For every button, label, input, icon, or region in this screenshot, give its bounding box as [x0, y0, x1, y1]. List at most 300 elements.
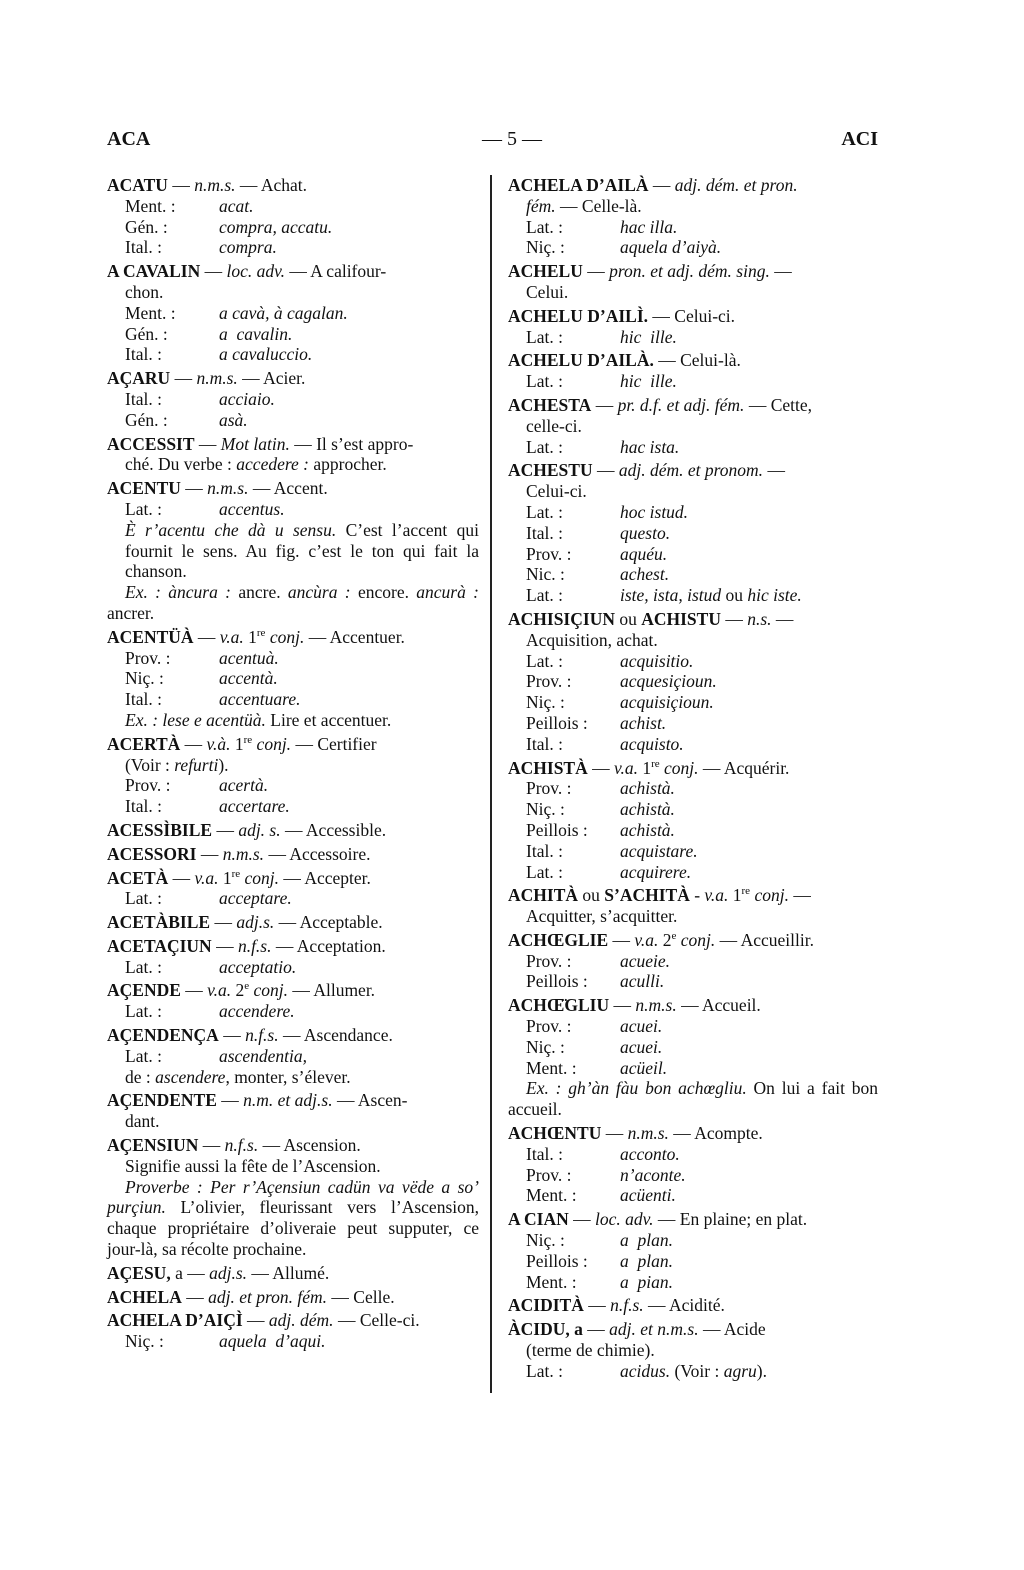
- grammar: v.à.: [206, 733, 231, 754]
- conj-number: 1: [218, 867, 232, 888]
- variant: [508, 671, 878, 692]
- grammar: adj. s.: [238, 819, 281, 840]
- variant: [107, 196, 479, 217]
- grammar: fém.: [526, 195, 556, 216]
- variant-value: acceptare.: [219, 888, 292, 909]
- variant: [508, 841, 878, 862]
- variant-value: acat.: [219, 195, 254, 216]
- dash: —: [182, 1262, 210, 1283]
- variant: [107, 796, 479, 817]
- entry-acidita: [508, 1295, 878, 1316]
- entry-achisiciun: [508, 609, 878, 755]
- dash: —: [196, 843, 223, 864]
- dash: —: [788, 885, 811, 906]
- variant-label: Prov. :: [526, 778, 572, 799]
- variant-label: Prov. :: [526, 1164, 572, 1185]
- superscript: re: [231, 867, 241, 880]
- variant-label: Ital. :: [526, 522, 563, 543]
- variant-value: aquela d’aqui.: [219, 1331, 326, 1352]
- entry-a-cian: [508, 1209, 878, 1292]
- dash: —: [333, 1310, 360, 1331]
- variant: [508, 713, 878, 734]
- variant: [107, 499, 479, 520]
- example-text: Ex. : gh’àn fàu bon achœgliu.: [526, 1078, 747, 1099]
- variant: [508, 585, 878, 606]
- text: (Voir :: [125, 754, 175, 775]
- variant-label: Lat. :: [526, 501, 563, 522]
- grammar: n.m.s.: [627, 1123, 669, 1144]
- entry-aceta: [107, 868, 479, 910]
- dash: —: [592, 460, 619, 481]
- grammar: v.a.: [219, 626, 244, 647]
- variant-label: Niç. :: [526, 799, 565, 820]
- variant-value: a cavà, à cagalan.: [219, 302, 348, 323]
- grammar: conj.: [240, 867, 280, 888]
- entry-achesta: [508, 395, 878, 457]
- entry-acidu: [508, 1319, 878, 1381]
- conj-number: 1: [230, 733, 244, 754]
- variant-value: acquisitio.: [620, 650, 694, 671]
- dash: —: [218, 1025, 246, 1046]
- variant-label: Lat. :: [125, 498, 162, 519]
- definition: Il s’est appro-: [316, 433, 414, 454]
- variant-value: aquela d’aiyà.: [620, 237, 722, 258]
- variant-label: Peillois :: [526, 1250, 588, 1271]
- variant-value: n’aconte.: [620, 1164, 686, 1185]
- headword: ACHELA D’AILÀ: [508, 175, 649, 195]
- variant-value: a plan.: [620, 1250, 673, 1271]
- variant: [508, 371, 878, 392]
- dash: —: [591, 394, 618, 415]
- entry-acessori: [107, 844, 479, 865]
- headword: ACERTÀ: [107, 733, 181, 754]
- variant-label: Gén. :: [125, 323, 168, 344]
- continuation: Celui-ci.: [526, 481, 587, 502]
- entry-acetaciun: [107, 936, 479, 978]
- example-translation: C’est l’accent qui fournit le sens. Au fig. c’est le ton qui fait la chanson.: [125, 519, 479, 582]
- text: ).: [756, 1360, 767, 1381]
- grammar: conj.: [265, 626, 305, 647]
- variant-value: hic ille.: [620, 326, 677, 347]
- variant-label: Niç. :: [526, 237, 565, 258]
- conjunction: ou: [614, 608, 642, 629]
- column-separator: [490, 175, 492, 1393]
- superscript: re: [651, 757, 660, 770]
- grammar: v.a.: [634, 929, 659, 950]
- variant: [107, 1331, 479, 1352]
- dash: —: [582, 261, 610, 282]
- entry-achita: [508, 885, 878, 927]
- variant-label: Niç. :: [526, 1230, 565, 1251]
- dash: —: [170, 368, 197, 389]
- dash: —: [601, 1123, 628, 1144]
- text: , monter, s’élever.: [225, 1066, 351, 1087]
- variant: [508, 1165, 878, 1186]
- definition: Celle-ci.: [359, 1310, 420, 1331]
- variant: [107, 237, 479, 258]
- variant: [107, 217, 479, 238]
- continuation: Acquitter, s’acquitter.: [526, 906, 678, 927]
- variant-value: acertà.: [219, 775, 269, 796]
- headword: ACATU: [107, 175, 168, 195]
- variant-label: Nic. :: [526, 564, 565, 585]
- variant-label: Lat. :: [125, 956, 162, 977]
- variant-label: Lat. :: [526, 1360, 563, 1381]
- variant-value: acentuà.: [219, 647, 279, 668]
- definition: Accepter.: [304, 867, 371, 888]
- variant: [508, 1251, 878, 1272]
- grammar: v.a.: [614, 757, 638, 778]
- text: (Voir :: [670, 1360, 724, 1381]
- text: de :: [125, 1066, 156, 1087]
- dash: —: [258, 1135, 284, 1156]
- dash: —: [180, 980, 208, 1001]
- headword: ACIDITÀ: [508, 1295, 584, 1316]
- variant: [508, 951, 878, 972]
- variant-label: Niç. :: [125, 1331, 164, 1352]
- variant: [107, 957, 479, 978]
- variant: [508, 1272, 878, 1293]
- headword: AÇENDENÇA: [107, 1025, 219, 1046]
- dash: —: [279, 867, 305, 888]
- variant-label: Lat. :: [526, 585, 563, 606]
- right-column: [508, 175, 878, 1385]
- variant-label: Peillois :: [526, 712, 588, 733]
- variant-value: accentus.: [219, 498, 285, 519]
- superscript: e: [244, 980, 250, 993]
- definition: Accessible.: [305, 819, 387, 840]
- variant-value: hac ista.: [620, 436, 680, 457]
- variant-label: Gén. :: [125, 216, 168, 237]
- continuation: Acquisition, achat.: [526, 629, 658, 650]
- variant-value: compra.: [219, 237, 277, 258]
- variant: [508, 237, 878, 258]
- dash: —: [715, 929, 741, 950]
- entry-acende: [107, 980, 479, 1022]
- text: ou: [721, 585, 748, 606]
- variant: [508, 692, 878, 713]
- continuation: chon.: [125, 281, 164, 302]
- dash: —: [200, 261, 227, 282]
- variant-value: acquesiçioun.: [620, 671, 717, 692]
- dash: —: [288, 980, 314, 1001]
- variant-value: acquisiçioun.: [620, 692, 714, 713]
- superscript: re: [741, 885, 751, 898]
- headword: AÇENSIUN: [107, 1135, 199, 1156]
- definition: Ascendance.: [303, 1025, 393, 1046]
- variant-value: acquisto.: [620, 733, 684, 754]
- variant-label: Lat. :: [526, 371, 563, 392]
- variant: [508, 502, 878, 523]
- variant-label: Lat. :: [526, 861, 563, 882]
- text: ancre.: [231, 582, 288, 603]
- dash: —: [274, 912, 300, 933]
- variant: [508, 544, 878, 565]
- conj-number: 2: [658, 929, 672, 950]
- variant: [508, 564, 878, 585]
- entry-acentua: [107, 627, 479, 731]
- proverb: [107, 1177, 479, 1260]
- entry-acensiun: [107, 1135, 479, 1260]
- variant: [508, 734, 878, 755]
- variant: [107, 303, 479, 324]
- variant-label: Ment. :: [125, 195, 176, 216]
- definition: Acier.: [263, 368, 306, 389]
- dash: —: [271, 935, 297, 956]
- grammar: n.m.s.: [194, 175, 236, 195]
- grammar: adj. dém. et pron.: [674, 175, 798, 195]
- definition: Accessoire.: [289, 843, 371, 864]
- variant-label: Ment. :: [526, 1057, 577, 1078]
- headword: ACESSÌBILE: [107, 819, 213, 840]
- dash: —: [235, 175, 261, 195]
- variant-label: Niç. :: [125, 668, 164, 689]
- definition: Allumé.: [272, 1262, 330, 1283]
- page-number: — 5 —: [482, 128, 542, 150]
- example-text: È r’acentu che dà u sensu.: [125, 519, 337, 540]
- variant-value: accentuare.: [219, 689, 301, 710]
- etymology: [107, 1067, 479, 1088]
- dash: —: [304, 626, 330, 647]
- headword: ACHŒ̈GLIU: [508, 995, 610, 1016]
- variant-label: Niç. :: [526, 1036, 565, 1057]
- proverb-text: Proverbe : Per r’Açensiun cadün va vëde a so’ purçiun.: [107, 1176, 479, 1218]
- variant-label: Lat. :: [125, 1001, 162, 1022]
- variant-value: acquirere.: [620, 861, 692, 882]
- headword: ACHELU D’AILÀ.: [508, 350, 654, 371]
- headword: ACHISTÀ: [508, 757, 588, 778]
- headword: AÇENDE: [107, 980, 181, 1001]
- grammar: n.m.s.: [635, 995, 677, 1016]
- grammar: adj. dém. et pronom.: [618, 460, 764, 481]
- grammar: v.a.: [194, 867, 219, 888]
- variant-label: Prov. :: [526, 1016, 572, 1037]
- definition: Acide: [723, 1319, 766, 1340]
- headword: ACHŒNTU: [508, 1123, 602, 1144]
- variant-value: acquistare.: [620, 840, 698, 861]
- variant-value: accertare.: [219, 796, 290, 817]
- dash: —: [676, 995, 702, 1016]
- headword: ACETAÇIUN: [107, 935, 212, 956]
- example: [107, 710, 479, 731]
- variant-value: hic ille.: [620, 371, 677, 392]
- example: [107, 582, 479, 624]
- variant-value: acueie.: [620, 950, 671, 971]
- dash: —: [648, 175, 675, 195]
- latin-word: accedere :: [236, 454, 309, 475]
- variant: [508, 1058, 878, 1079]
- dash: —: [608, 929, 635, 950]
- variant-label: Lat. :: [526, 650, 563, 671]
- text: ancrer.: [107, 602, 155, 623]
- entry-acaru: [107, 368, 479, 430]
- grammar: pr. d.f. et adj. fém.: [617, 394, 745, 415]
- variant: [107, 668, 479, 689]
- definition: Cette,: [770, 394, 812, 415]
- variant-value: acuei.: [620, 1036, 663, 1057]
- definition: Acceptation.: [296, 935, 386, 956]
- example-word: Ex. : àncura :: [125, 582, 232, 603]
- grammar: n.f.s.: [224, 1135, 259, 1156]
- definition: Certifier: [317, 733, 377, 754]
- dash: —: [248, 478, 274, 499]
- definition: Accueil.: [702, 995, 761, 1016]
- variant: [508, 1037, 878, 1058]
- cross-reference: refurti: [174, 754, 219, 775]
- headword: ACENTÜÀ: [107, 626, 194, 647]
- definition: En plaine; en plat.: [679, 1209, 808, 1230]
- variant: [508, 778, 878, 799]
- headword: A CIAN: [508, 1209, 569, 1230]
- grammar: Mot latin.: [220, 433, 290, 454]
- variant-value: hac illa.: [620, 216, 678, 237]
- continuation: (terme de chimie).: [526, 1340, 655, 1361]
- headword: A CAVALIN: [107, 261, 201, 282]
- variant-value: acidus.: [620, 1360, 671, 1381]
- superscript: e: [671, 930, 677, 943]
- entry-acendente: [107, 1090, 479, 1132]
- dash: —: [278, 1025, 304, 1046]
- variant-label: Ital. :: [125, 689, 162, 710]
- variant-value: a cavalin.: [219, 323, 293, 344]
- variant: [508, 820, 878, 841]
- entry-acatu: [107, 175, 479, 258]
- variant-value: accentà.: [219, 668, 278, 689]
- dash: —: [193, 626, 220, 647]
- dash: —: [284, 261, 311, 282]
- headword: ACHELA: [107, 1286, 182, 1307]
- dash: —: [194, 433, 221, 454]
- dash: —: [332, 1090, 358, 1111]
- example: [508, 1078, 878, 1120]
- headword: ACHESTA: [508, 394, 592, 415]
- latin-word: ascendere: [155, 1066, 226, 1087]
- variant: [508, 799, 878, 820]
- variant: [508, 437, 878, 458]
- variant-label: Lat. :: [526, 436, 563, 457]
- variant: [508, 1361, 878, 1382]
- dash: —: [769, 261, 792, 282]
- grammar: adj. et n.m.s.: [609, 1319, 699, 1340]
- variant-label: Ital. :: [125, 237, 162, 258]
- variant: [508, 1230, 878, 1251]
- dash: —: [168, 867, 195, 888]
- dash: —: [698, 757, 724, 778]
- dash: —: [698, 1319, 724, 1340]
- variant-value: aculli.: [620, 971, 665, 992]
- headword: ACHELA D’AIÇÌ: [107, 1310, 243, 1331]
- variant: [107, 324, 479, 345]
- definition: A califour-: [310, 261, 387, 282]
- definition: Ascen-: [357, 1090, 408, 1111]
- definition: Celle.: [353, 1286, 395, 1307]
- grammar: pron. et adj. dém. sing.: [609, 261, 770, 282]
- grammar: n.f.s.: [237, 935, 272, 956]
- left-column: [107, 175, 479, 1355]
- variant-value: a pian.: [620, 1271, 673, 1292]
- variant-label: Ital. :: [125, 344, 162, 365]
- variant-label: Peillois :: [526, 971, 588, 992]
- variant: [508, 1185, 878, 1206]
- entry-achoeglie: [508, 930, 878, 992]
- headword: ACENTU: [107, 478, 181, 499]
- variant-label: Lat. :: [526, 326, 563, 347]
- variant-label: Niç. :: [526, 692, 565, 713]
- dash: —: [198, 1135, 225, 1156]
- definition: Ascension.: [283, 1135, 361, 1156]
- definition: Acidité.: [668, 1295, 725, 1316]
- dash: —: [643, 1295, 669, 1316]
- definition: Accentuer.: [329, 626, 405, 647]
- variant-label: Ment. :: [526, 1185, 577, 1206]
- variant: [107, 389, 479, 410]
- variant: [107, 648, 479, 669]
- entry-acerta: [107, 734, 479, 817]
- continuation: [508, 196, 878, 217]
- headword: ACETÀBILE: [107, 912, 211, 933]
- grammar: conj.: [249, 980, 289, 1001]
- superscript: re: [243, 733, 253, 746]
- continuation: Celui.: [526, 281, 569, 302]
- headword: ACHELU D’AILÌ.: [508, 305, 649, 326]
- entry-achestu: [508, 460, 878, 606]
- grammar: adj. dém.: [268, 1310, 334, 1331]
- variant-value: compra, accatu.: [219, 216, 333, 237]
- headword: ACHISTU: [641, 608, 721, 629]
- variant-value: acüeil.: [620, 1057, 668, 1078]
- entry-acendenca: [107, 1025, 479, 1087]
- proverb-explanation: L’olivier, fleurissant vers l’Ascension, chaque propriétaire d’oliveraie peut supputer, ce jour-là, sa récolte prochaine.: [107, 1197, 479, 1260]
- variant-label: Ital. :: [526, 733, 563, 754]
- conj-number: 1: [637, 757, 652, 778]
- headword: ACETÀ: [107, 867, 169, 888]
- variant: [107, 689, 479, 710]
- variant-value: achist.: [620, 712, 667, 733]
- variant-value: hoc istud.: [620, 501, 689, 522]
- superscript: re: [256, 626, 266, 639]
- definition: — Celle-là.: [555, 195, 642, 216]
- headword: AÇENDENTE: [107, 1090, 217, 1111]
- definition: Celui-là.: [680, 350, 741, 371]
- variant: [508, 1144, 878, 1165]
- variant-value: accendere.: [219, 1001, 295, 1022]
- dash: —: [289, 433, 317, 454]
- headword: ACESSORI: [107, 843, 197, 864]
- variant-label: Lat. :: [125, 1045, 162, 1066]
- definition: Allumer.: [313, 980, 376, 1001]
- dash: —: [609, 995, 636, 1016]
- headword: S’ACHITÀ: [604, 885, 690, 906]
- headword: ACHISIÇIUN: [508, 608, 615, 629]
- variant-label: Ital. :: [526, 1143, 563, 1164]
- dash: —: [180, 478, 208, 499]
- grammar: n.m.s.: [222, 843, 265, 864]
- variant-label: Ment. :: [125, 302, 176, 323]
- dash: —: [181, 1286, 209, 1307]
- headword: AÇESU,: [107, 1262, 171, 1283]
- grammar: n.m.s.: [207, 478, 249, 499]
- dash: —: [210, 912, 237, 933]
- entry-achelu: [508, 261, 878, 303]
- text: encore.: [350, 582, 417, 603]
- conjunction: ou: [578, 885, 605, 906]
- entry-achela: [107, 1287, 479, 1308]
- variant-value: aquéu.: [620, 543, 668, 564]
- variant-value: a plan.: [620, 1230, 673, 1251]
- text: ).: [218, 754, 229, 775]
- variant-value: achest.: [620, 564, 670, 585]
- dash: —: [264, 843, 290, 864]
